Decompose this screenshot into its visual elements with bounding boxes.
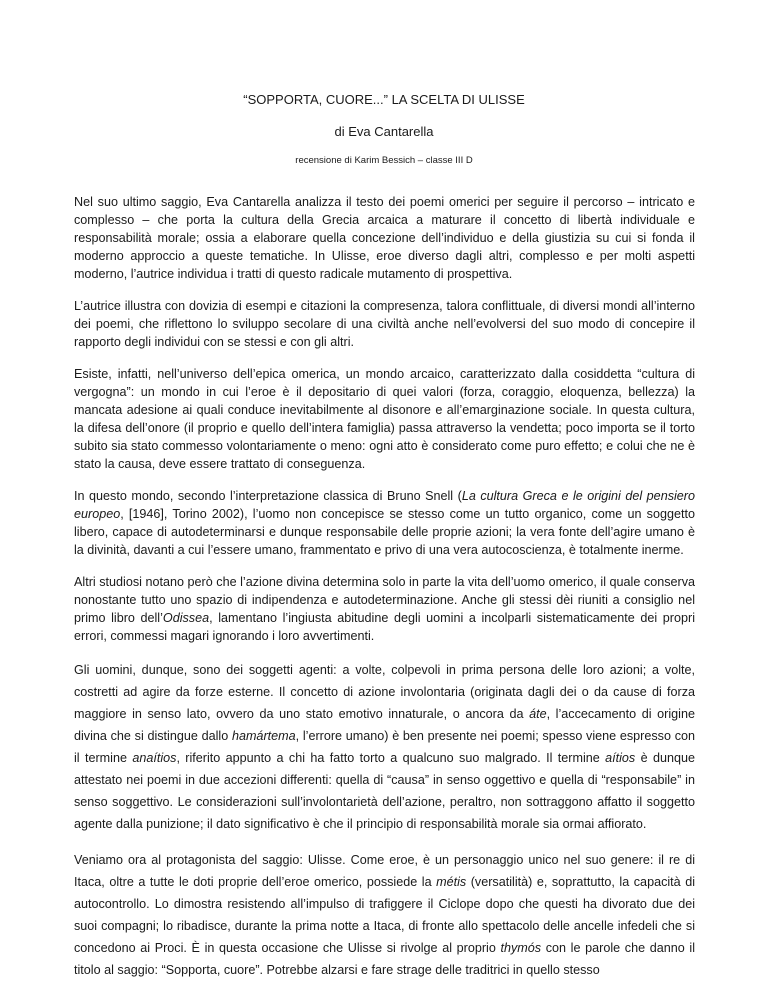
document-body xyxy=(74,193,695,995)
paragraph-7-text-e: con le parole che danno il titolo al saggio: “Sopporta, cuore”. Potrebbe alzarsi e fare strage delle traditrici in quello stesso xyxy=(74,941,695,977)
paragraph-6-text-i: è dunque attestato nei poemi in due accezioni differenti: quella di “causa” in senso oggettivo e quella di “responsabile” in senso soggettivo. Le considerazioni sull’involontarietà dell’azione, peraltro, non sottraggono affatto il soggetto agente dalla punizione; il dato significativo è che il principio di responsabilità morale sia ormai affiorato. xyxy=(74,751,695,831)
term-anaitios: anaítios xyxy=(132,751,177,765)
term-metis: métis xyxy=(436,875,467,889)
paragraph-3: Esiste, infatti, nell’universo dell’epica omerica, un mondo arcaico, caratterizzato dalla cosiddetta “cultura di vergogna”: un mondo in cui l’eroe è il depositario di quei valori (forza, coraggio, eloquenza, bellezza) la mancata adesione ai quali conduce inevitabilmente al disonore e all’emarginazione sociale. In questa cultura, la difesa dell’onore (il proprio e quello dell’intera famiglia) passa attraverso la vendetta; poco importa se il torto subito sia stato commesso volontariamente o meno: ogni atto è considerato come puro effetto; e colui che ne è stato la causa, deve essere trattato di conseguenza. xyxy=(74,367,695,471)
paragraph-4-text-a: In questo mondo, secondo l’interpretazione classica di Bruno Snell ( xyxy=(74,489,462,503)
paragraph-4 xyxy=(74,487,695,559)
term-ate: áte xyxy=(529,707,547,721)
paragraph-5-text-c: , lamentano l’ingiusta abitudine degli uomini a incolparli sistematicamente dei propri errori, commessi magari ignorando i loro avvertimenti. xyxy=(74,611,695,643)
paragraph-1: Nel suo ultimo saggio, Eva Cantarella analizza il testo dei poemi omerici per seguire il percorso – intricato e complesso – che porta la cultura della Grecia arcaica a maturare il concetto di libertà individuale e responsabilità morale; ossia a elaborare quella concezione dell’individuo e della giustizia su cui si fonda il moderno approccio a queste tematiche. In Ulisse, eroe diverso dagli altri, complesso e per molti aspetti moderno, l’autrice individua i tratti di questo radicale mutamento di prospettiva. xyxy=(74,195,695,281)
document-title: “SOPPORTA, CUORE...” LA SCELTA DI ULISSE xyxy=(243,92,525,107)
paragraph-2: L’autrice illustra con dovizia di esempi e citazioni la compresenza, talora conflittuale, di diversi mondi all’interno dei poemi, che riflettono lo sviluppo secolare di una civiltà anche nell’evolversi del suo modo di concepire il rapporto degli individui con se stessi e con gli altri. xyxy=(74,299,695,349)
paragraph-7-text-c: (versatilità) e, soprattutto, la capacità di autocontrollo. Lo dimostra resistendo all’impulso di trafiggere il Ciclope dopo che questi ha divorato due dei suoi compagni; lo ribadisce, durante la prima notte a Itaca, di fronte allo spettacolo delle ancelle infedeli che si concedono ai Proci. È in questa occasione che Ulisse si rivolge al proprio xyxy=(74,875,696,955)
paragraph-7 xyxy=(74,849,695,981)
paragraph-5 xyxy=(74,573,695,645)
book-title-snell: La cultura Greca e le origini del pensiero europeo xyxy=(74,489,695,521)
document-author: di Eva Cantarella xyxy=(334,124,434,139)
paragraph-4-text-c: , [1946], Torino 2002), l’uomo non concepisce se stesso come un tutto organico, come un soggetto libero, capace di autodeterminarsi e dunque responsabile delle proprie azioni; la vera fonte dell’agire umano è la divinità, davanti a cui l’essere umano, frammentato e privo di una vera autocoscienza, è totalmente inerme. xyxy=(74,507,695,557)
book-title-odissea: Odissea xyxy=(162,611,210,625)
paragraph-5-text-a: Altri studiosi notano però che l’azione divina determina solo in parte la vita dell’uomo omerico, il quale conserva nonostante tutto uno spazio di indipendenza e autodeterminazione. Anche gli stessi dèi riuniti a consiglio nel primo libro dell’ xyxy=(74,575,695,625)
paragraph-6-text-g: , riferito appunto a chi ha fatto torto a qualcuno suo malgrado. Il termine xyxy=(176,751,606,765)
term-aitios: aítios xyxy=(605,751,636,765)
paragraph-6-text-c: , l’accecamento di origine divina che si distingue dallo xyxy=(74,707,695,743)
term-hamartema: hamártema xyxy=(231,729,296,743)
paragraph-6 xyxy=(74,659,695,835)
paragraph-6-text-a: Gli uomini, dunque, sono dei soggetti agenti: a volte, colpevoli in prima persona delle loro azioni; a volte, costretti ad agire da forze esterne. Il concetto di azione involontaria (originata dagli dei o da cause di forza maggiore in senso lato, ovvero da uno stato emotivo innaturale, o ancora da xyxy=(74,663,695,721)
term-thymos: thymós xyxy=(500,941,542,955)
paragraph-6-text-e: , l’errore umano) è ben presente nei poemi; spesso viene espresso con il termine xyxy=(74,729,695,765)
review-credit: recensione di Karim Bessich – classe III D xyxy=(295,155,473,166)
paragraph-7-text-a: Veniamo ora al protagonista del saggio: Ulisse. Come eroe, è un personaggio unico nel suo genere: il re di Itaca, oltre a tutte le doti proprie dell’eroe omerico, possiede la xyxy=(74,853,695,889)
